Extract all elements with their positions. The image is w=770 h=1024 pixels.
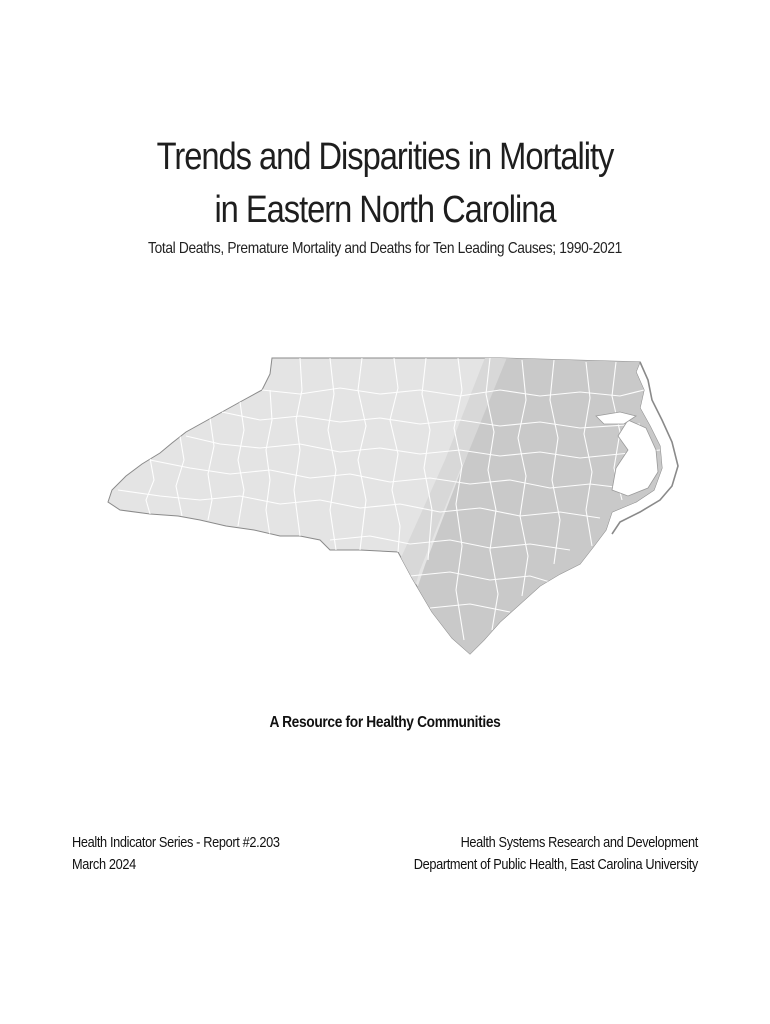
report-date: March 2024 <box>72 857 136 873</box>
north-carolina-map <box>0 350 770 670</box>
publisher-department: Department of Public Health, East Carolina University <box>413 857 698 873</box>
report-title-line-1: Trends and Disparities in Mortality <box>156 136 614 178</box>
footer-publisher-info <box>414 832 698 876</box>
report-title-line-2: in Eastern North Carolina <box>214 189 556 231</box>
footer-report-info <box>72 832 280 876</box>
publisher-unit: Health Systems Research and Development <box>460 835 698 851</box>
nc-county-map-graphic <box>0 350 770 670</box>
report-subtitle: Total Deaths, Premature Mortality and Deaths for Ten Leading Causes; 1990-2021 <box>148 240 622 257</box>
report-tagline: A Resource for Healthy Communities <box>269 714 501 731</box>
report-series-number: Health Indicator Series - Report #2.203 <box>72 835 280 851</box>
